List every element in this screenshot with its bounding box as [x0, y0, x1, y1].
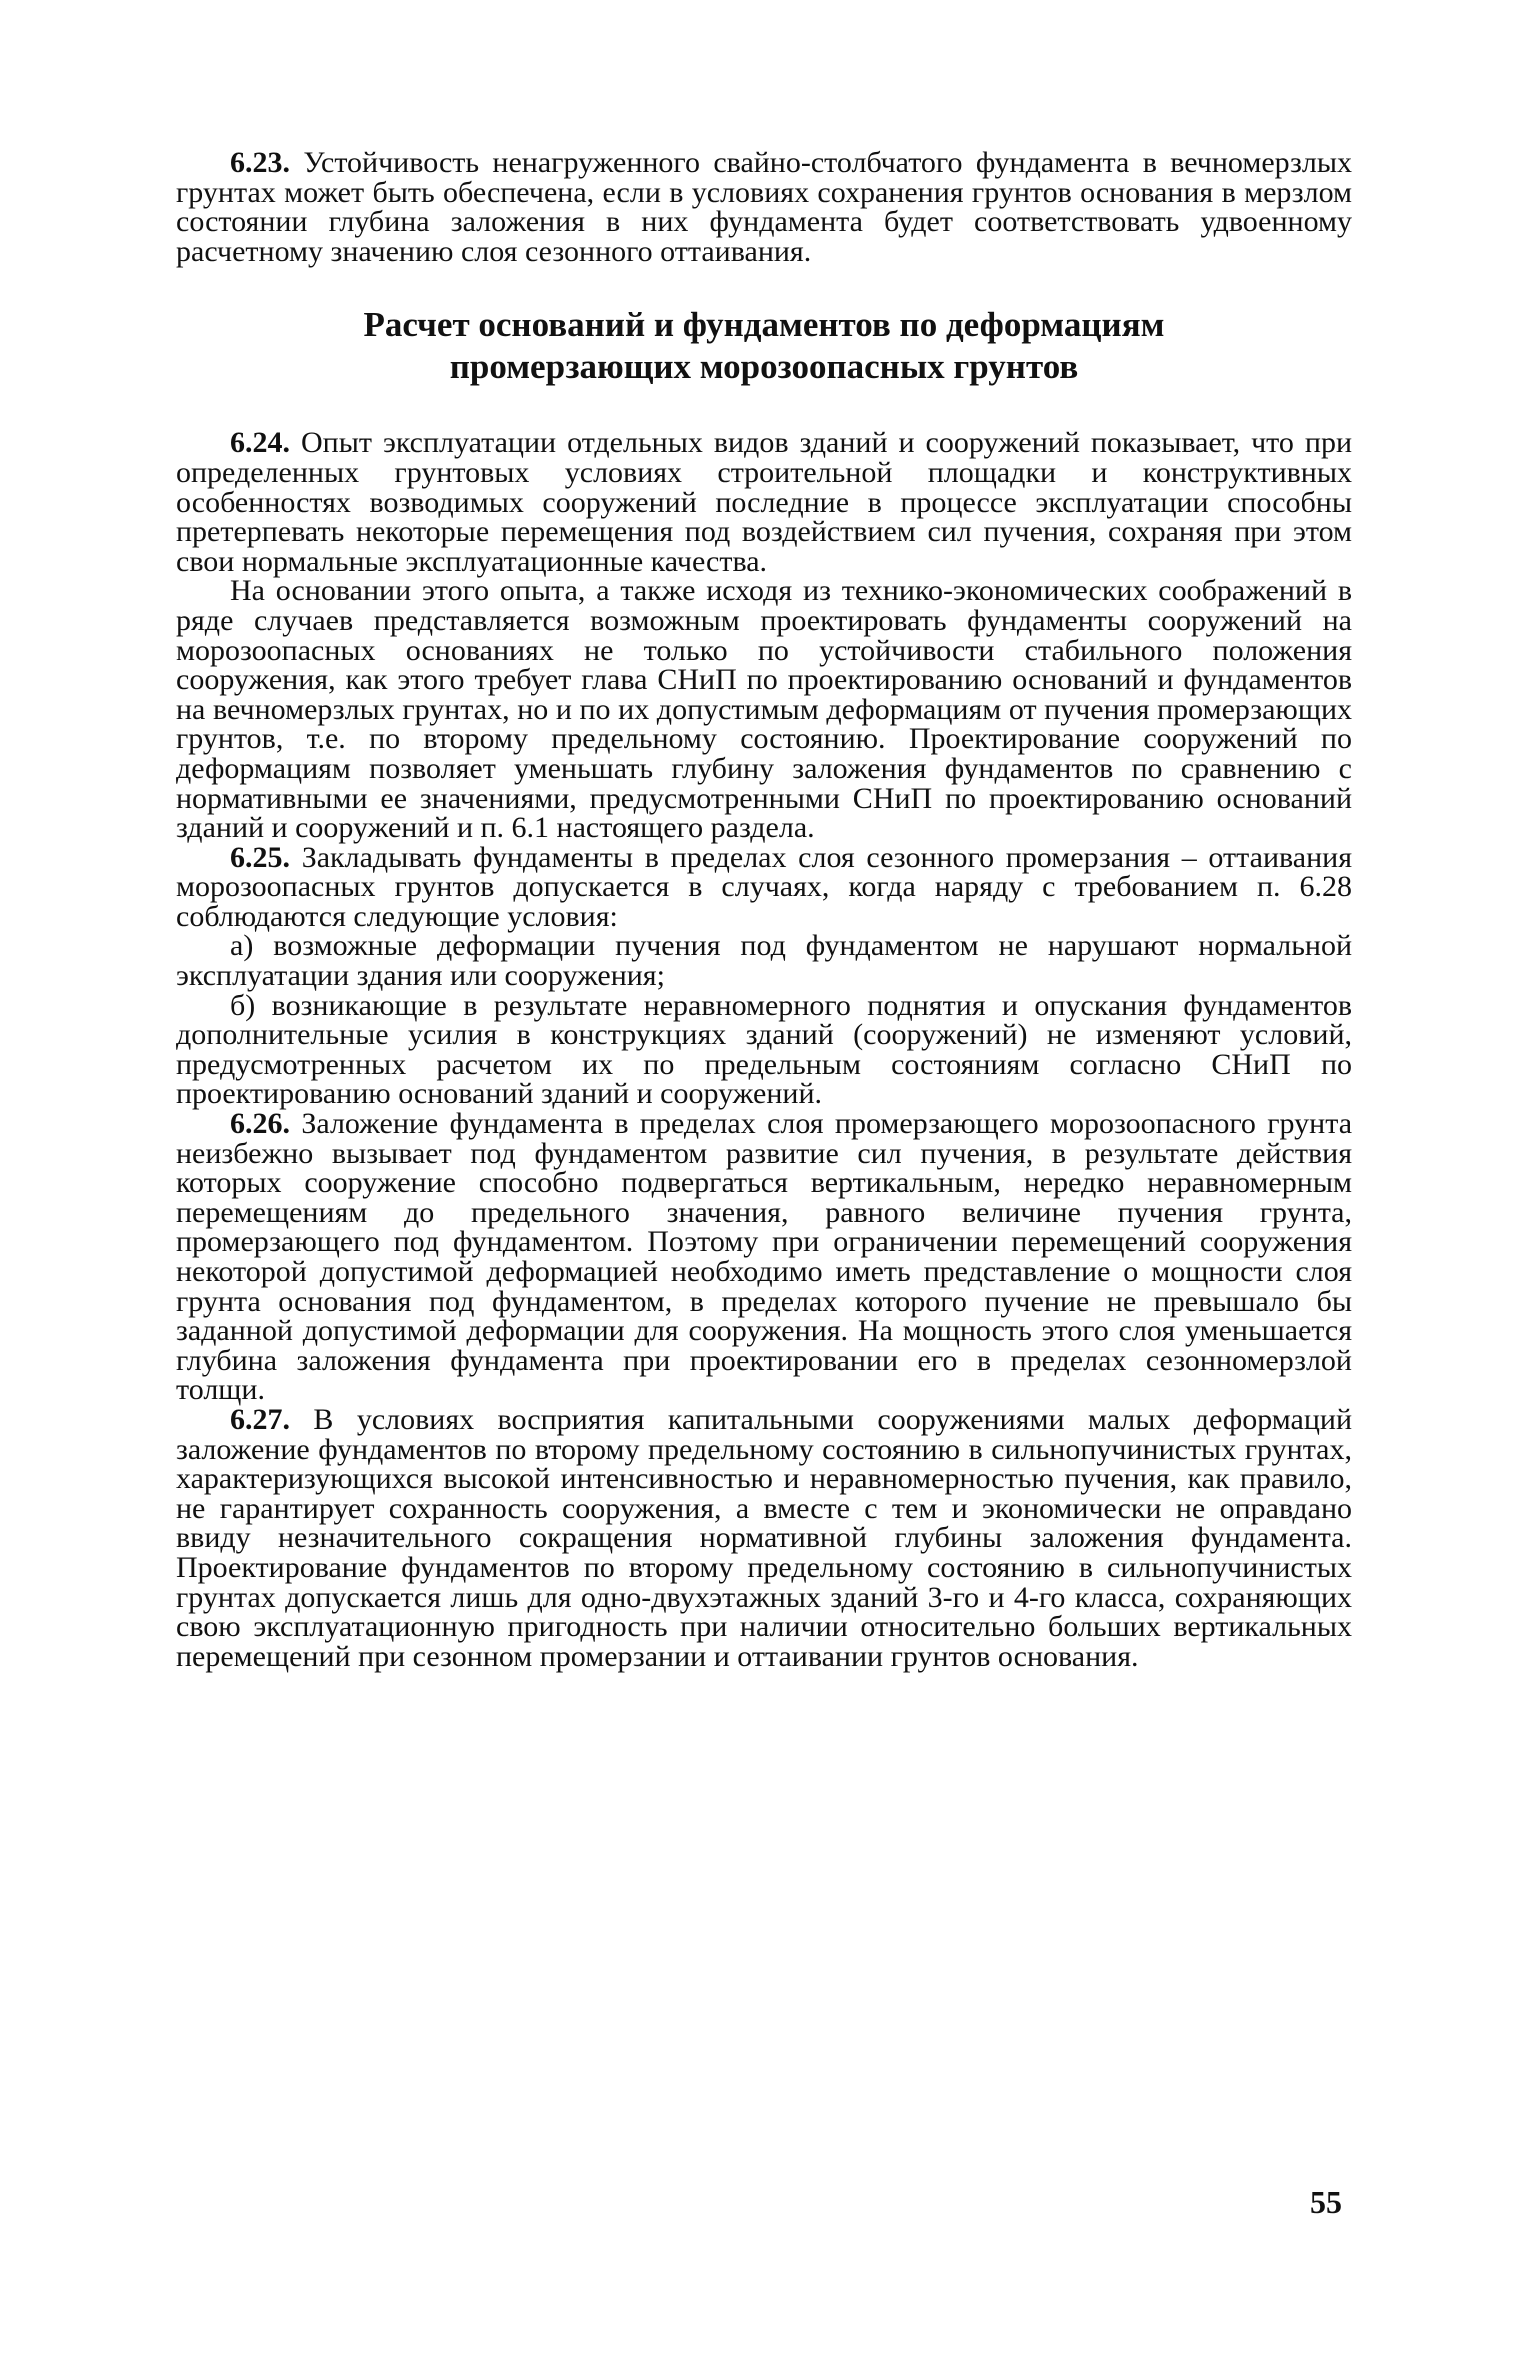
page-number: 55 — [1310, 2184, 1342, 2220]
paragraph-6-23 — [176, 148, 1352, 266]
paragraph-number: 6.25. — [230, 840, 290, 874]
paragraph-6-27 — [176, 1402, 1352, 1673]
paragraph-text: Заложение фундамента в пределах слоя промерзающего морозоопасного грунта неизбежно вызывает под фундаментом развитие сил пучения, в результате действия которых сооружение способно подвергаться вертикальным, нередко неравномерным перемещениям до предельного значения, равного величине пучения грунта, промерзающего под фундаментом. Поэтому при ограничении перемещений сооружения некоторой допустимой деформацией необходимо иметь представление о мощности слоя грунта основания под фундаментом, в пределах которого пучение не превышало бы заданной допустимой деформации для сооружения. На мощность этого слоя уменьшается глубина заложения фундамента при проектировании его в пределах сезонномерзлой толщи. — [176, 1107, 1353, 1407]
document-page — [176, 148, 1352, 1671]
paragraph-text: б) возникающие в результате неравномерного поднятия и опускания фундаментов дополнительные усилия в конструкциях зданий (сооружений) не изменяют условий, предусмотренных расчетом их по предельным состояниям согласно СНиП по проектированию оснований зданий и сооружений. — [176, 988, 1352, 1111]
section-heading — [176, 304, 1352, 388]
paragraph-text: Закладывать фундаменты в пределах слоя сезонного промерзания – оттаивания морозоопасных грунтов допускается в случаях, когда наряду с требованием п. 6.28 соблюдаются следующие условия: — [176, 840, 1352, 933]
paragraph-text: На основании этого опыта, а также исходя из технико-экономических соображений в ряде случаев представляется возможным проектировать фундаменты сооружений на морозоопасных основаниях не только по устойчивости стабильного положения сооружения, как этого требует глава СНиП по проектированию оснований и фундаментов на вечномерзлых грунтах, но и по их допустимым деформациям от пучения промерзающих грунтов, т.е. по второму предельному состоянию. Проектирование сооружений по деформациям позволяет уменьшать глубину заложения фундаментов по сравнению с нормативными ее значениями, предусмотренными СНиП по проектированию оснований зданий и сооружений и п. 6.1 настоящего раздела. — [176, 574, 1352, 845]
paragraph-text: Опыт эксплуатации отдельных видов зданий и сооружений показывает, что при определенных грунтовых условиях строительной площадки и конструктивных особенностях возводимых сооружений последние в процессе эксплуатации способны претерпевать некоторые перемещения под воздействием сил пучения, сохраняя при этом свои нормальные эксплуатационные качества. — [176, 426, 1352, 578]
paragraph-6-24-continued — [176, 574, 1352, 845]
paragraph-text: В условиях восприятия капитальными сооружениями малых деформаций заложение фундаментов по второму предельному состоянию в сильнопучинистых грунтах, характеризующихся высокой интенсивностью и неравномерностью пучения, как правило, не гарантирует сохранность сооружения, а вместе с тем и экономически не оправдано ввиду незначительного сокращения нормативной глубины заложения фундамента. Проектирование фундаментов по второму предельному состоянию в сильнопучинистых грунтах допускается лишь для одно-двухэтажных зданий 3-го и 4-го класса, сохраняющих свою эксплуатационную пригодность при наличии относительно больших вертикальных перемещений при сезонном промерзании и оттаивании грунтов основания. — [176, 1402, 1352, 1673]
paragraph-text: Устойчивость ненагруженного свайно-столбчатого фундамента в вечномерзлых грунтах может быть обеспечена, если в условиях сохранения грунтов основания в мерзлом состоянии глубина заложения в них фундамента будет соответствовать удвоенному расчетному значению слоя сезонного оттаивания. — [176, 146, 1352, 268]
list-item-a — [176, 929, 1352, 993]
paragraph-6-24 — [176, 428, 1352, 576]
paragraph-6-25 — [176, 840, 1352, 933]
paragraph-number: 6.27. — [230, 1402, 290, 1436]
paragraph-6-26 — [176, 1109, 1352, 1405]
paragraph-number: 6.26. — [230, 1107, 290, 1141]
section-heading-line-2: промерзающих морозоопасных грунтов — [449, 347, 1079, 387]
list-item-b — [176, 988, 1352, 1111]
paragraph-number: 6.24. — [230, 426, 290, 460]
section-heading-line-1: Расчет оснований и фундаментов по деформациям — [363, 305, 1165, 345]
paragraph-number: 6.23. — [230, 146, 290, 179]
paragraph-text: а) возможные деформации пучения под фундаментом не нарушают нормальной эксплуатации здания или сооружения; — [176, 929, 1352, 993]
